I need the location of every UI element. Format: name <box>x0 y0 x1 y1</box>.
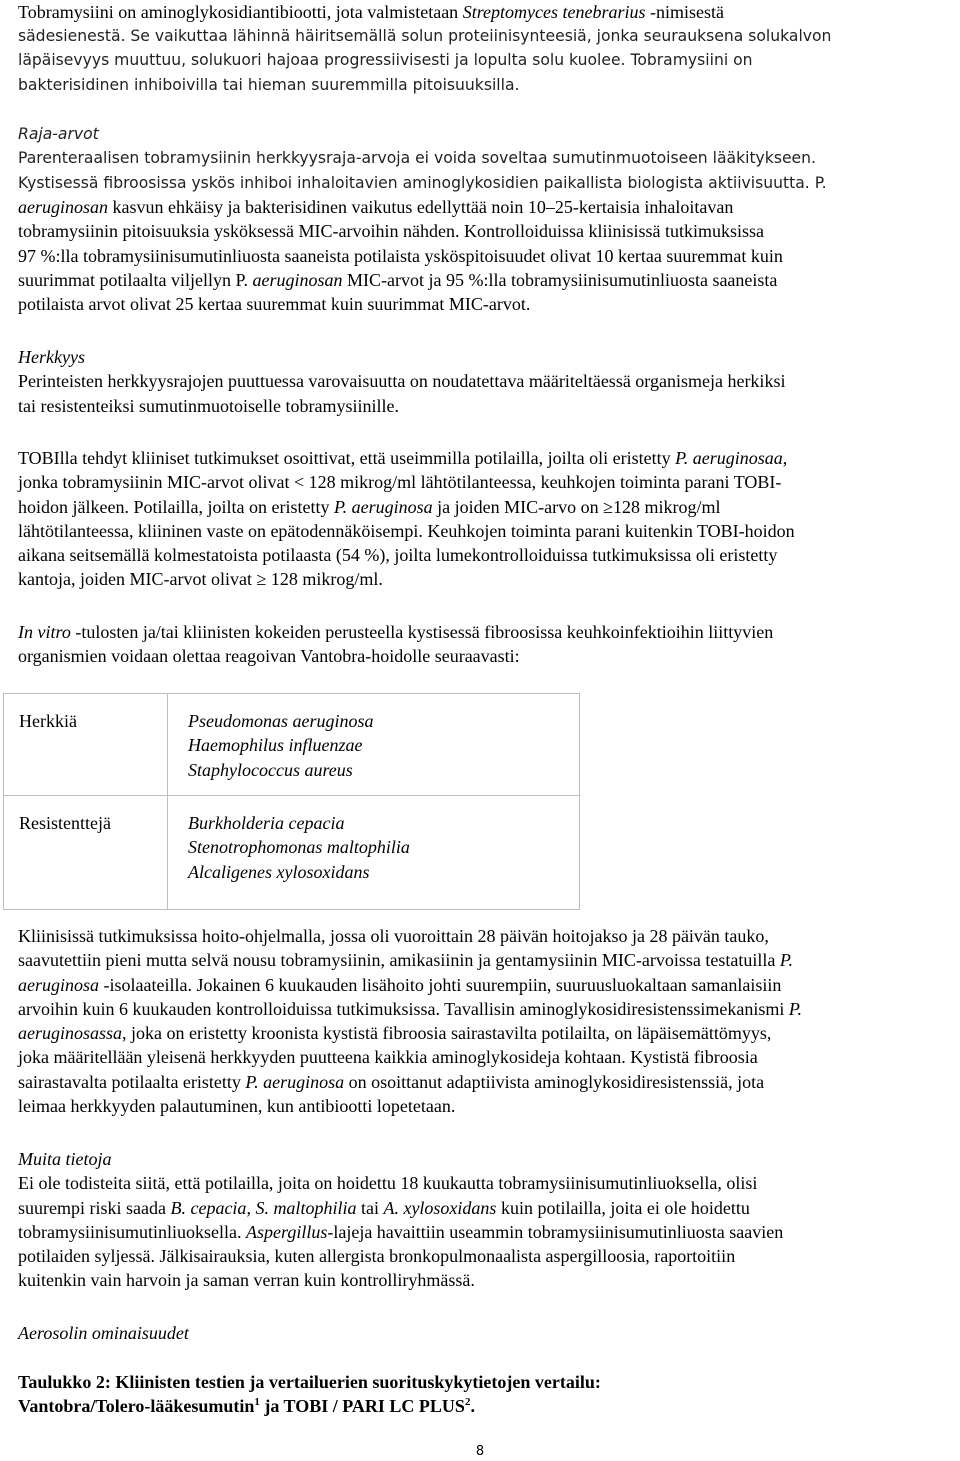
organism-name: Pseudomonas aeruginosa <box>188 711 374 731</box>
raja-line: aeruginosan kasvun ehkäisy ja bakterisidinen vaikutus edellyttää noin 10–25-kertaisia inhaloitavan <box>18 197 734 217</box>
tobi-line: lähtötilanteessa, kliininen vaste on epätodennäköisempi. Keuhkojen toiminta parani kuitenkin TOBI-hoidon <box>18 520 795 541</box>
intro-line-4: bakterisidinen inhiboivilla tai hieman suuremmilla pitoisuuksilla. <box>18 75 520 94</box>
herkkyys-section <box>18 345 948 418</box>
kliinisissa-line: aeruginosassa, joka on eristetty kroonista kystistä fibroosia sairastavilta potilailta, on läpäisemättömyys, <box>18 1023 772 1044</box>
tobi-line: jonka tobramysiinin MIC-arvot olivat < 128 mikrog/ml lähtötilanteessa, keuhkojen toiminta parani TOBI- <box>18 472 782 493</box>
organism-name: Stenotrophomonas maltophilia <box>188 837 410 858</box>
invitro-line: organismien voidaan olettaa reagoivan Vantobra-hoidolle seuraavasti: <box>18 646 520 667</box>
intro-line-3: läpäisevyys muuttuu, solukuori hajoaa progressiivisesti ja lopulta solu kuolee. Tobramysiini on <box>18 51 753 70</box>
page-number: 8 <box>475 1444 485 1459</box>
organisms-cell <box>168 796 580 910</box>
raja-section-cont <box>18 195 948 316</box>
invitro-paragraph <box>18 620 948 669</box>
intro-paragraph-cont <box>18 24 948 97</box>
susceptibility-table <box>3 693 580 910</box>
tobi-paragraph <box>18 446 948 592</box>
category-label: Herkkiä <box>19 711 77 731</box>
kliinisissa-line: joka määritellään yleisenä herkkyyden puutteena kaikkia aminoglykosideja kohtaan. Kystistä fibroosia <box>18 1047 758 1068</box>
raja-line: 97 %:lla tobramysiinisumutinliuosta saaneista potilaista ysköspitoisuudet olivat 10 kertaa suuremmat kuin <box>18 245 783 266</box>
kliinisissa-line: Kliinisissä tutkimuksissa hoito-ohjelmalla, jossa oli vuoroittain 28 päivän hoitojakso ja 28 päivän tauko, <box>18 926 769 946</box>
muita-section <box>18 1147 948 1293</box>
raja-line: tobramysiinin pitoisuuksia ysköksessä MIC-arvoihin nähden. Kontrolloiduissa kliinisissä tutkimuksissa <box>18 221 764 242</box>
organism-list <box>168 694 579 782</box>
category-label: Resistenttejä <box>19 813 111 833</box>
herkkyys-line: Perinteisten herkkyysrajojen puuttuessa varovaisuutta on noudatettava määriteltäessä organismeja herkiksi <box>18 371 786 392</box>
tobi-line: TOBIlla tehdyt kliiniset tutkimukset osoittivat, että useimmilla potilailla, joilta oli eristetty P. aeruginosaa, <box>18 448 788 468</box>
aerosol-section <box>18 1321 948 1345</box>
muita-line: potilaiden syljessä. Jälkisairauksia, kuten allergista bronkopulmonaalista aspergilloosia, raportoitiin <box>18 1246 736 1267</box>
herkkyys-line: tai resistenteiksi sumutinmuotoiselle tobramysiinille. <box>18 395 399 416</box>
kliinisissa-line: aeruginosa -isolaateilla. Jokainen 6 kuukauden lisähoito johti suurempiin, suuruusluokaltaan samanlaisiin <box>18 974 782 995</box>
tobi-line: kantoja, joiden MIC-arvot olivat ≥ 128 mikrog/ml. <box>18 569 383 590</box>
aerosol-heading: Aerosolin ominaisuudet <box>18 1323 189 1343</box>
raja-line: suurimmat potilaalta viljellyn P. aeruginosan MIC-arvot ja 95 %:lla tobramysiinisumutinliuosta saaneista <box>18 269 778 290</box>
organism-name: Haemophilus influenzae <box>188 735 363 756</box>
muita-line: Ei ole todisteita siitä, että potilailla, joita on hoidettu 18 kuukautta tobramysiinisumutinliuoksella, olisi <box>18 1173 758 1194</box>
intro-paragraph <box>18 0 948 24</box>
caption-line-1: Taulukko 2: Kliinisten testien ja vertailuerien suorituskykytietojen vertailu: <box>18 1372 601 1392</box>
caption-line-2: Vantobra/Tolero-lääkesumutin$^1$ ja TOBI / PARI LC PLUS$^2$. <box>18 1396 475 1417</box>
kliinisissa-line: arvoihin kuin 6 kuukauden kontrolloiduissa tutkimuksissa. Tavallisin aminoglykosidiresistenssimekanismi P. <box>18 998 803 1019</box>
organism-name: Staphylococcus aureus <box>188 759 353 780</box>
organism-name: Burkholderia cepacia <box>188 813 345 833</box>
organisms-cell <box>168 694 580 796</box>
raja-heading: Raja-arvot <box>18 125 99 143</box>
table-caption <box>18 1370 948 1419</box>
muita-line: kuitenkin vain harvoin ja saman verran kuin kontrolliryhmässä. <box>18 1270 475 1291</box>
raja-line: Kystisessä fibroosissa yskös inhiboi inhaloitavien aminoglykosidien paikallista biologista aktiivisuutta. P. <box>18 173 827 192</box>
muita-line: tobramysiinisumutinliuoksella. Aspergillus-lajeja havaittiin useammin tobramysiinisumutinliuosta saavien <box>18 1221 784 1242</box>
kliinisissa-line: saavutettiin pieni mutta selvä nousu tobramysiinin, amikasiinin ja gentamysiinin MIC-arvoissa testatuilla P. <box>18 950 794 971</box>
organism-name: Alcaligenes xylosoxidans <box>188 861 370 882</box>
kliinisissa-paragraph <box>18 924 948 1118</box>
category-cell <box>4 694 168 796</box>
herkkyys-heading: Herkkyys <box>18 347 85 367</box>
table-row <box>4 796 580 910</box>
table-row <box>4 694 580 796</box>
tobi-line: aikana seitsemällä kolmestatoista potilaasta (54 %), joilta lumekontrolloiduissa tutkimuksissa oli eristetty <box>18 545 778 566</box>
raja-section <box>18 122 948 195</box>
intro-line-2: sädesienestä. Se vaikuttaa lähinnä häiritsemällä solun proteiinisynteesiä, jonka seurauksena solukalvon <box>18 27 832 45</box>
kliinisissa-line: sairastavalta potilaalta eristetty P. aeruginosa on osoittanut adaptiivista aminoglykosidiresistenssiä, jota <box>18 1071 765 1092</box>
raja-line: Parenteraalisen tobramysiinin herkkyysraja-arvoja ei voida soveltaa sumutinmuotoiseen lääkitykseen. <box>18 149 816 168</box>
category-cell <box>4 796 168 910</box>
organism-name: Streptomyces tenebrarius <box>462 2 646 22</box>
invitro-line: In vitro -tulosten ja/tai kliinisten kokeiden perusteella kystisessä fibroosissa keuhkoinfektioihin liittyvien <box>18 622 774 642</box>
organism-list <box>168 796 579 884</box>
raja-line: potilaista arvot olivat 25 kertaa suuremmat kuin suurimmat MIC-arvot. <box>18 294 531 315</box>
kliinisissa-line: leimaa herkkyyden palautuminen, kun antibiootti lopetetaan. <box>18 1096 456 1117</box>
muita-line: suurempi riski saada B. cepacia, S. maltophilia tai A. xylosoxidans kuin potilailla, joita ei ole hoidettu <box>18 1197 750 1218</box>
muita-heading: Muita tietoja <box>18 1149 112 1169</box>
intro-line-1: Tobramysiini on aminoglykosidiantibiootti, jota valmistetaan Streptomyces tenebrarius -nimisestä <box>18 2 724 22</box>
tobi-line: hoidon jälkeen. Potilailla, joilta on eristetty P. aeruginosa ja joiden MIC-arvo on ≥128 mikrog/ml <box>18 496 721 517</box>
